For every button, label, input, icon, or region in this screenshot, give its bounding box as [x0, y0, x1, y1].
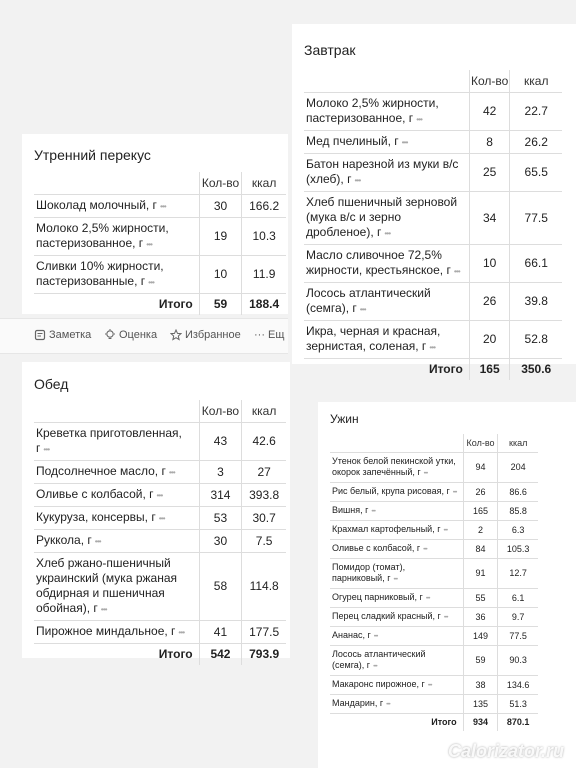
food-qty: 165 [463, 501, 498, 520]
food-name-cell [304, 282, 469, 320]
food-name-cell [330, 558, 463, 588]
food-kcal: 177.5 [242, 620, 286, 643]
food-name-cell [330, 501, 463, 520]
food-name: Мед пчелиный, г [306, 133, 399, 148]
snack-title: Утренний перекус [34, 147, 151, 163]
food-name-cell [330, 626, 463, 645]
food-kcal: 65.5 [510, 153, 562, 191]
total-label: Итого [330, 713, 463, 731]
header-kcal: ккал [242, 400, 286, 422]
food-kcal: 39.8 [510, 282, 562, 320]
more-dots-icon[interactable]: ••• [373, 662, 377, 670]
total-kcal: 350.6 [510, 358, 562, 380]
watermark: Calorizator.ru [447, 741, 564, 761]
food-row [304, 320, 562, 358]
food-name: Утенок белой пекинской утки, окорок запечённый, г [332, 455, 456, 477]
food-row [330, 607, 538, 626]
more-dots-icon[interactable]: ••• [43, 443, 50, 454]
food-name-cell [330, 675, 463, 694]
food-name: Крахмал картофельный, г [332, 523, 441, 534]
more-dots-icon[interactable]: ••• [148, 276, 154, 287]
food-name: Молоко 2,5% жирности, пастеризованное, г [306, 95, 439, 125]
total-label: Итого [34, 293, 199, 315]
food-name: Подсолнечное масло, г [36, 463, 166, 478]
food-name-cell [34, 552, 199, 620]
food-name-cell [34, 422, 199, 460]
food-kcal: 22.7 [510, 92, 562, 130]
food-name-cell [34, 506, 199, 529]
food-qty: 59 [463, 645, 498, 675]
food-name-cell [304, 153, 469, 191]
breakfast-title: Завтрак [304, 42, 356, 58]
header-spacer [34, 172, 199, 194]
header-kcal: ккал [242, 172, 286, 194]
star-icon [170, 329, 182, 341]
lunch-table [34, 400, 286, 665]
food-name-cell [330, 452, 463, 482]
food-name: Помидор (томат), парниковый, г [332, 561, 406, 583]
more-dots-icon[interactable]: ••• [178, 626, 185, 637]
food-name: Батон нарезной из муки в/с (хлеб), г [306, 156, 459, 186]
more-dots-icon[interactable]: ••• [429, 341, 436, 352]
food-kcal: 86.6 [498, 482, 538, 501]
more-dots-icon[interactable]: ••• [156, 489, 163, 500]
more-dots-icon[interactable]: ••• [386, 700, 390, 708]
food-qty: 314 [199, 483, 242, 506]
food-qty: 42 [469, 92, 510, 130]
food-row [34, 217, 286, 255]
note-icon [34, 329, 46, 341]
food-row [34, 506, 286, 529]
more-dots-icon[interactable]: ••• [423, 545, 427, 553]
food-qty: 91 [463, 558, 498, 588]
more-dots-icon[interactable]: ••• [423, 469, 428, 477]
food-row [330, 539, 538, 558]
food-name-cell [330, 520, 463, 539]
food-name-cell [34, 483, 199, 506]
food-row [304, 153, 562, 191]
food-qty: 10 [199, 255, 242, 293]
more-dots-icon[interactable]: ••• [100, 603, 107, 614]
food-row [330, 694, 538, 713]
food-qty: 20 [469, 320, 510, 358]
food-kcal: 7.5 [242, 529, 286, 552]
food-name: Лосось атлантический (семга), г [306, 285, 431, 315]
food-kcal: 6.3 [498, 520, 538, 539]
food-qty: 43 [199, 422, 242, 460]
food-name-cell [34, 529, 199, 552]
food-name: Сливки 10% жирности, пастеризованные, г [36, 258, 164, 288]
dinner-table [330, 434, 538, 731]
dinner-title: Ужин [330, 412, 359, 426]
table-header-row [330, 434, 538, 452]
note-button[interactable] [34, 329, 91, 341]
total-row [34, 293, 286, 315]
more-dots-icon[interactable]: ••• [401, 136, 408, 147]
food-row [304, 282, 562, 320]
more-dots-icon[interactable]: ••• [158, 512, 165, 523]
food-name: Мандарин, г [332, 697, 384, 708]
total-row [330, 713, 538, 731]
food-row [304, 92, 562, 130]
food-name-cell [304, 130, 469, 153]
food-row [330, 558, 538, 588]
food-qty: 2 [463, 520, 498, 539]
food-kcal: 26.2 [510, 130, 562, 153]
more-label: Ещ [268, 329, 285, 341]
more-dots-icon[interactable]: ••• [393, 575, 398, 583]
food-qty: 26 [469, 282, 510, 320]
more-dots-icon[interactable]: ••• [159, 200, 166, 211]
food-kcal: 51.3 [498, 694, 538, 713]
food-row [34, 194, 286, 217]
more-dots-icon[interactable]: ••• [416, 113, 422, 124]
table-header-row [34, 172, 286, 194]
food-row [304, 130, 562, 153]
food-name: Руккола, г [36, 532, 92, 547]
header-qty: Кол-во [199, 400, 242, 422]
more-dots-icon[interactable]: ••• [373, 632, 378, 640]
food-kcal: 166.2 [242, 194, 286, 217]
food-row [330, 452, 538, 482]
food-name: Оливье с колбасой, г [36, 486, 154, 501]
food-row [34, 529, 286, 552]
action-toolbar [0, 318, 288, 354]
header-kcal: ккал [498, 434, 538, 452]
food-qty: 30 [199, 194, 242, 217]
food-qty: 55 [463, 588, 498, 607]
food-kcal: 204 [498, 452, 538, 482]
food-name-cell [304, 92, 469, 130]
food-name: Лосось атлантический (семга), г [332, 648, 426, 670]
food-name-cell [330, 539, 463, 558]
food-kcal: 77.5 [498, 626, 538, 645]
food-kcal: 30.7 [242, 506, 286, 529]
food-name: Ананас, г [332, 629, 371, 640]
food-qty: 3 [199, 460, 242, 483]
rating-button[interactable] [104, 329, 157, 341]
food-kcal: 42.6 [242, 422, 286, 460]
food-qty: 19 [199, 217, 242, 255]
total-qty: 934 [463, 713, 498, 731]
more-dots-icon[interactable]: ••• [427, 681, 432, 689]
food-kcal: 393.8 [242, 483, 286, 506]
food-row [330, 520, 538, 539]
breakfast-card [292, 24, 576, 377]
food-row [330, 501, 538, 520]
total-qty: 542 [199, 643, 242, 665]
food-name-cell [330, 694, 463, 713]
food-name-cell [34, 620, 199, 643]
food-kcal: 105.3 [498, 539, 538, 558]
food-row [34, 483, 286, 506]
more-dots-icon[interactable]: ••• [425, 594, 430, 602]
food-qty: 58 [199, 552, 242, 620]
food-qty: 26 [463, 482, 498, 501]
food-row [330, 645, 538, 675]
food-name: Шоколад молочный, г [36, 197, 157, 212]
food-qty: 30 [199, 529, 242, 552]
food-name: Вишня, г [332, 504, 369, 515]
food-name-cell [304, 320, 469, 358]
header-spacer [330, 434, 463, 452]
total-label: Итого [34, 643, 199, 665]
food-qty: 34 [469, 191, 510, 244]
header-qty: Кол-во [463, 434, 498, 452]
more-dots-icon[interactable]: ••• [443, 613, 448, 621]
favorite-button[interactable] [170, 329, 241, 341]
food-kcal: 11.9 [242, 255, 286, 293]
food-qty: 149 [463, 626, 498, 645]
food-qty: 135 [463, 694, 498, 713]
food-qty: 25 [469, 153, 510, 191]
food-kcal: 134.6 [498, 675, 538, 694]
rating-label: Оценка [119, 329, 158, 341]
more-dots-icon[interactable]: ••• [452, 488, 457, 496]
more-dots-icon[interactable]: ••• [359, 303, 366, 314]
header-spacer [34, 400, 199, 422]
food-name: Икра, черная и красная, зернистая, соленая, г [306, 323, 441, 353]
more-dots-icon[interactable]: ••• [146, 238, 152, 249]
favorite-label: Избранное [185, 329, 241, 341]
food-row [330, 588, 538, 607]
food-kcal: 12.7 [498, 558, 538, 588]
food-row [34, 552, 286, 620]
header-qty: Кол-во [199, 172, 242, 194]
food-qty: 84 [463, 539, 498, 558]
header-kcal: ккал [510, 70, 562, 92]
food-qty: 8 [469, 130, 510, 153]
total-label: Итого [304, 358, 469, 380]
food-name: Перец сладкий красный, г [332, 610, 441, 621]
food-name: Хлеб пшеничный зерновой (мука в/с и зерно дробленое), г [306, 194, 458, 239]
food-row [34, 620, 286, 643]
food-qty: 36 [463, 607, 498, 626]
more-dots-icon[interactable]: ••• [354, 174, 361, 185]
snack-table [34, 172, 286, 315]
food-kcal: 10.3 [242, 217, 286, 255]
food-name-cell [304, 244, 469, 282]
more-dots-icon[interactable]: ••• [94, 535, 101, 546]
food-row [304, 244, 562, 282]
food-name-cell [304, 191, 469, 244]
header-spacer [304, 70, 469, 92]
food-name: Хлеб ржано-пшеничный украинский (мука ржаная обдирная и пшеничная обойная), г [36, 555, 177, 615]
food-name: Масло сливочное 72,5% жирности, крестьянское, г [306, 247, 451, 277]
more-dots-icon[interactable]: ••• [371, 507, 376, 515]
table-header-row [34, 400, 286, 422]
food-name: Молоко 2,5% жирности, пастеризованное, г [36, 220, 169, 250]
food-qty: 38 [463, 675, 498, 694]
dinner-card [318, 402, 576, 768]
food-name-cell [330, 482, 463, 501]
food-name: Огурец парниковый, г [332, 591, 423, 602]
food-name-cell [34, 460, 199, 483]
food-row [330, 626, 538, 645]
food-qty: 10 [469, 244, 510, 282]
food-kcal: 77.5 [510, 191, 562, 244]
food-row [34, 422, 286, 460]
food-qty: 41 [199, 620, 242, 643]
more-dots-icon[interactable]: ••• [168, 466, 175, 477]
food-kcal: 66.1 [510, 244, 562, 282]
snack-card [22, 134, 288, 314]
more-dots-icon[interactable]: ••• [453, 265, 460, 276]
note-label: Заметка [49, 329, 92, 341]
food-kcal: 9.7 [498, 607, 538, 626]
total-kcal: 188.4 [242, 293, 286, 315]
food-name: Оливье с колбасой, г [332, 542, 421, 553]
food-name-cell [34, 255, 199, 293]
more-dots-icon[interactable]: ••• [443, 526, 448, 534]
food-qty: 94 [463, 452, 498, 482]
breakfast-table [304, 70, 562, 380]
total-qty: 165 [469, 358, 510, 380]
lunch-card [22, 362, 290, 662]
food-kcal: 52.8 [510, 320, 562, 358]
food-row [304, 191, 562, 244]
more-button[interactable] [254, 329, 284, 341]
food-kcal: 114.8 [242, 552, 286, 620]
food-name-cell [34, 217, 199, 255]
total-kcal: 793.9 [242, 643, 286, 665]
food-row [330, 675, 538, 694]
food-name-cell [330, 645, 463, 675]
food-name: Рис белый, крупа рисовая, г [332, 485, 450, 496]
header-qty: Кол-во [469, 70, 510, 92]
food-name-cell [34, 194, 199, 217]
more-dots-icon: ··· [254, 329, 265, 341]
food-name: Пирожное миндальное, г [36, 623, 176, 638]
food-kcal: 6.1 [498, 588, 538, 607]
total-row [304, 358, 562, 380]
table-header-row [304, 70, 562, 92]
more-dots-icon[interactable]: ••• [384, 227, 391, 238]
food-name: Макаронс пирожное, г [332, 678, 425, 689]
bulb-icon [104, 329, 116, 341]
food-qty: 53 [199, 506, 242, 529]
total-qty: 59 [199, 293, 242, 315]
food-name: Креветка приготовленная, г [36, 425, 182, 455]
food-kcal: 85.8 [498, 501, 538, 520]
total-row [34, 643, 286, 665]
food-row [34, 460, 286, 483]
lunch-title: Обед [34, 376, 69, 392]
food-row [34, 255, 286, 293]
food-name: Кукуруза, консервы, г [36, 509, 156, 524]
food-row [330, 482, 538, 501]
food-name-cell [330, 607, 463, 626]
food-kcal: 27 [242, 460, 286, 483]
total-kcal: 870.1 [498, 713, 538, 731]
food-name-cell [330, 588, 463, 607]
food-kcal: 90.3 [498, 645, 538, 675]
